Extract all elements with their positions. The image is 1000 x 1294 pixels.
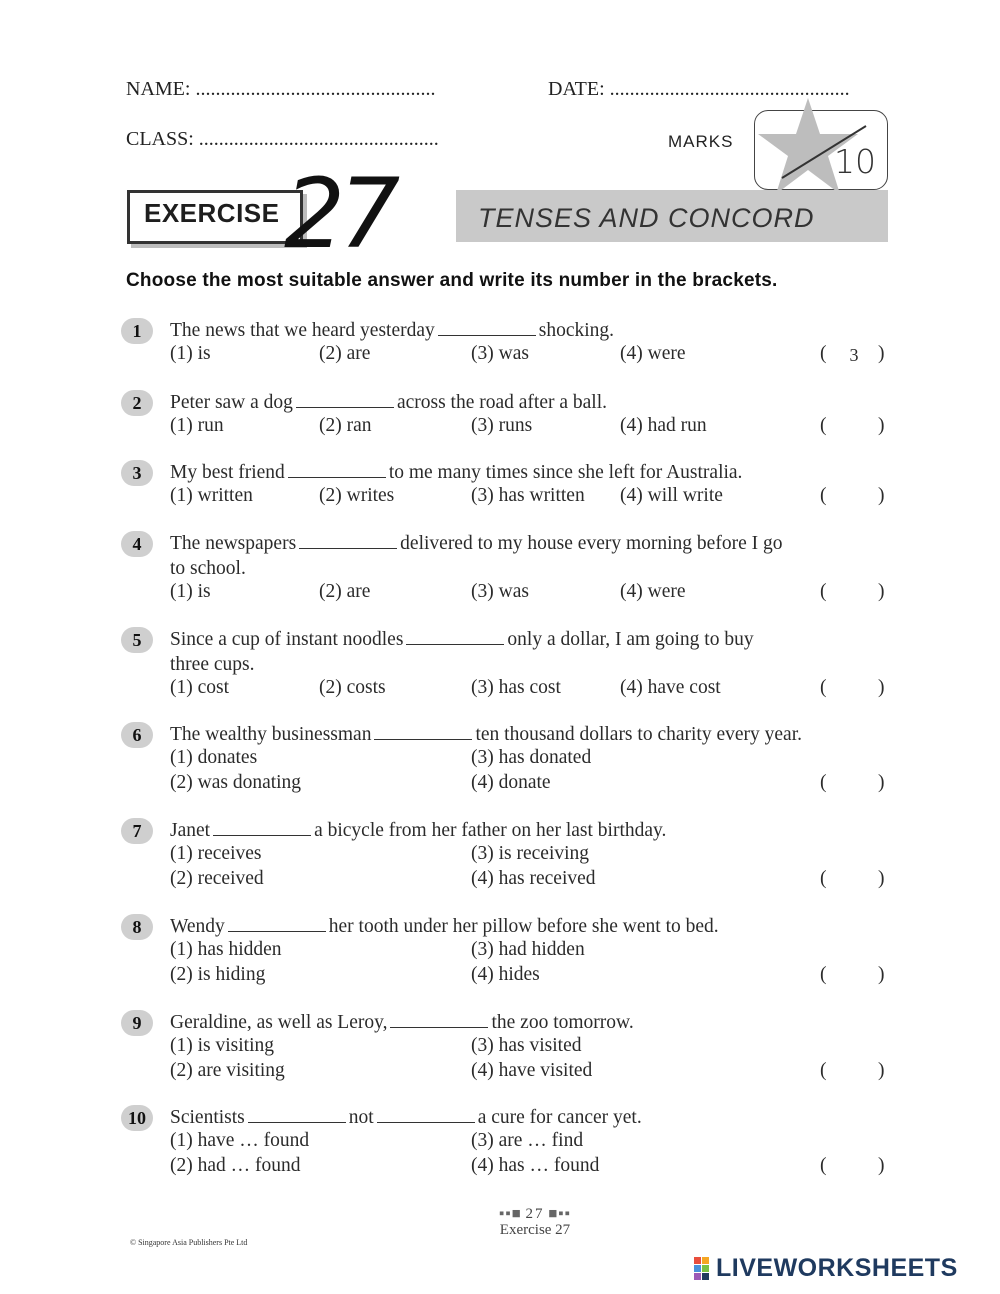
answer-blank <box>288 462 386 478</box>
question-text-before: The wealthy businessman <box>170 724 372 745</box>
question-text-before: Janet <box>170 820 211 841</box>
bracket-close: ) <box>878 677 885 698</box>
question-number: 8 <box>121 914 153 940</box>
page-ornament-left: ▪▪■ <box>499 1206 522 1222</box>
bracket-close: ) <box>878 1060 885 1081</box>
answer-input[interactable]: 3 <box>849 345 859 365</box>
answer-blank <box>213 820 311 836</box>
question-text-after: a cure for cancer yet. <box>477 1107 642 1128</box>
answer-option: (4) have cost <box>620 677 721 698</box>
answer-option: (2) was donating <box>170 772 302 793</box>
question-text-after: a bicycle from her father on her last birthday. <box>314 820 667 841</box>
answer-option: (2) ran <box>319 415 372 436</box>
answer-option: (1) is <box>170 581 211 602</box>
question-number: 1 <box>121 318 153 344</box>
bracket-close: ) <box>878 343 885 364</box>
answer-option: (3) had hidden <box>471 939 585 960</box>
answer-option: (3) are … find <box>471 1130 584 1151</box>
marks-score-input[interactable] <box>846 128 886 184</box>
exercise-word: EXERCISE <box>144 198 280 228</box>
question-number: 5 <box>121 627 153 653</box>
instructions: Choose the most suitable answer and write its number in the brackets. <box>126 270 778 291</box>
bracket-close: ) <box>878 1155 885 1176</box>
answer-option: (2) costs <box>319 677 386 698</box>
answer-option: (1) is <box>170 343 211 364</box>
answer-option: (1) donates <box>170 747 258 768</box>
answer-blank <box>296 392 394 408</box>
bracket-open: ( <box>820 343 827 364</box>
marks-label: MARKS <box>668 132 734 151</box>
question-stem <box>170 531 782 556</box>
answer-option: (3) was <box>471 343 529 364</box>
bracket-close: ) <box>878 581 885 602</box>
answer-option: (3) has cost <box>471 677 561 698</box>
bracket-open: ( <box>820 581 827 602</box>
liveworksheets-logo-icon <box>694 1257 718 1281</box>
question-stem <box>170 818 666 843</box>
answer-blank <box>374 724 472 740</box>
answer-option: (2) are visiting <box>170 1060 285 1081</box>
answer-blank <box>406 629 504 645</box>
question-text-middle: not <box>348 1107 374 1128</box>
bracket-open: ( <box>820 677 827 698</box>
question-number: 2 <box>121 390 153 416</box>
answer-option: (2) is hiding <box>170 964 266 985</box>
page-number: 27 <box>525 1206 545 1222</box>
answer-option: (2) are <box>319 581 371 602</box>
question-text-after: her tooth under her pillow before she went to bed. <box>328 916 719 937</box>
question-stem <box>170 914 719 939</box>
question-number: 7 <box>121 818 153 844</box>
answer-option: (1) run <box>170 415 224 436</box>
bracket-close: ) <box>878 415 885 436</box>
answer-option: (3) has visited <box>471 1035 582 1056</box>
answer-option: (3) was <box>471 581 529 602</box>
answer-option: (4) has … found <box>471 1155 600 1176</box>
question-text-before: My best friend <box>170 462 285 483</box>
question-number: 10 <box>121 1105 153 1131</box>
answer-option: (2) received <box>170 868 264 889</box>
answer-blank <box>438 320 536 336</box>
answer-option: (4) were <box>620 581 686 602</box>
bracket-open: ( <box>820 964 827 985</box>
bracket-open: ( <box>820 1060 827 1081</box>
answer-option: (1) have … found <box>170 1130 310 1151</box>
answer-option: (2) had … found <box>170 1155 301 1176</box>
question-text-after: ten thousand dollars to charity every year. <box>475 724 802 745</box>
answer-option: (3) has written <box>471 485 585 506</box>
question-stem <box>170 722 802 747</box>
question-text-before: The news that we heard yesterday <box>170 320 435 341</box>
answer-option: (1) written <box>170 485 253 506</box>
topic-title: TENSES AND CONCORD <box>478 203 815 233</box>
answer-option: (4) have visited <box>471 1060 593 1081</box>
question-number: 4 <box>121 531 153 557</box>
page-label: Exercise 27 <box>499 1222 571 1238</box>
question-text-after: across the road after a ball. <box>396 392 608 413</box>
marks-total: 10 <box>834 142 876 181</box>
liveworksheets-brand: LIVEWORKSHEETS <box>716 1254 958 1282</box>
bracket-open: ( <box>820 485 827 506</box>
question-text-after: the zoo tomorrow. <box>491 1012 634 1033</box>
question-stem <box>170 460 742 485</box>
answer-option: (2) writes <box>319 485 395 506</box>
answer-option: (4) will write <box>620 485 723 506</box>
bracket-open: ( <box>820 415 827 436</box>
answer-blank <box>248 1107 346 1123</box>
question-text-continued: to school. <box>170 558 246 579</box>
question-text-after: only a dollar, I am going to buy <box>507 629 754 650</box>
answer-option: (4) were <box>620 343 686 364</box>
answer-option: (1) is visiting <box>170 1035 275 1056</box>
question-text-after: delivered to my house every morning before I go <box>400 533 783 554</box>
date-field-label: DATE: ................................................ <box>548 78 850 100</box>
answer-blank <box>390 1012 488 1028</box>
answer-option: (4) donate <box>471 772 551 793</box>
question-stem <box>170 318 614 343</box>
question-stem <box>170 1010 634 1035</box>
answer-option: (1) receives <box>170 843 262 864</box>
class-field-label: CLASS: ................................................ <box>126 128 439 150</box>
answer-blank <box>299 533 397 549</box>
question-text-before: Since a cup of instant noodles <box>170 629 404 650</box>
question-text-before: The newspapers <box>170 533 297 554</box>
answer-option: (3) is receiving <box>471 843 590 864</box>
answer-blank <box>377 1107 475 1123</box>
bracket-open: ( <box>820 1155 827 1176</box>
bracket-open: ( <box>820 868 827 889</box>
question-stem <box>170 390 607 415</box>
bracket-close: ) <box>878 964 885 985</box>
question-number: 3 <box>121 460 153 486</box>
question-stem <box>170 627 754 652</box>
question-text-before: Scientists <box>170 1107 245 1128</box>
answer-option: (1) cost <box>170 677 230 698</box>
answer-option: (4) had run <box>620 415 707 436</box>
question-text-continued: three cups. <box>170 654 255 675</box>
answer-option: (1) has hidden <box>170 939 282 960</box>
exercise-number: 27 <box>284 158 395 270</box>
answer-option: (2) are <box>319 343 371 364</box>
question-number: 6 <box>121 722 153 748</box>
page-number-line <box>420 1206 650 1223</box>
copyright: © Singapore Asia Publishers Pte Ltd <box>130 1238 248 1247</box>
bracket-close: ) <box>878 485 885 506</box>
page-ornament-right: ■▪▪ <box>548 1206 571 1222</box>
question-text-after: shocking. <box>538 320 615 341</box>
question-text-before: Geraldine, as well as Leroy, <box>170 1012 388 1033</box>
question-text-after: to me many times since she left for Australia. <box>388 462 743 483</box>
answer-option: (4) has received <box>471 868 596 889</box>
answer-option: (3) runs <box>471 415 533 436</box>
question-number: 9 <box>121 1010 153 1036</box>
question-text-before: Wendy <box>170 916 225 937</box>
name-field-label: NAME: ................................................ <box>126 78 436 100</box>
bracket-close: ) <box>878 772 885 793</box>
answer-option: (4) hides <box>471 964 540 985</box>
bracket-close: ) <box>878 868 885 889</box>
answer-option: (3) has donated <box>471 747 592 768</box>
question-stem <box>170 1105 642 1130</box>
question-text-before: Peter saw a dog <box>170 392 293 413</box>
bracket-open: ( <box>820 772 827 793</box>
answer-blank <box>228 916 326 932</box>
